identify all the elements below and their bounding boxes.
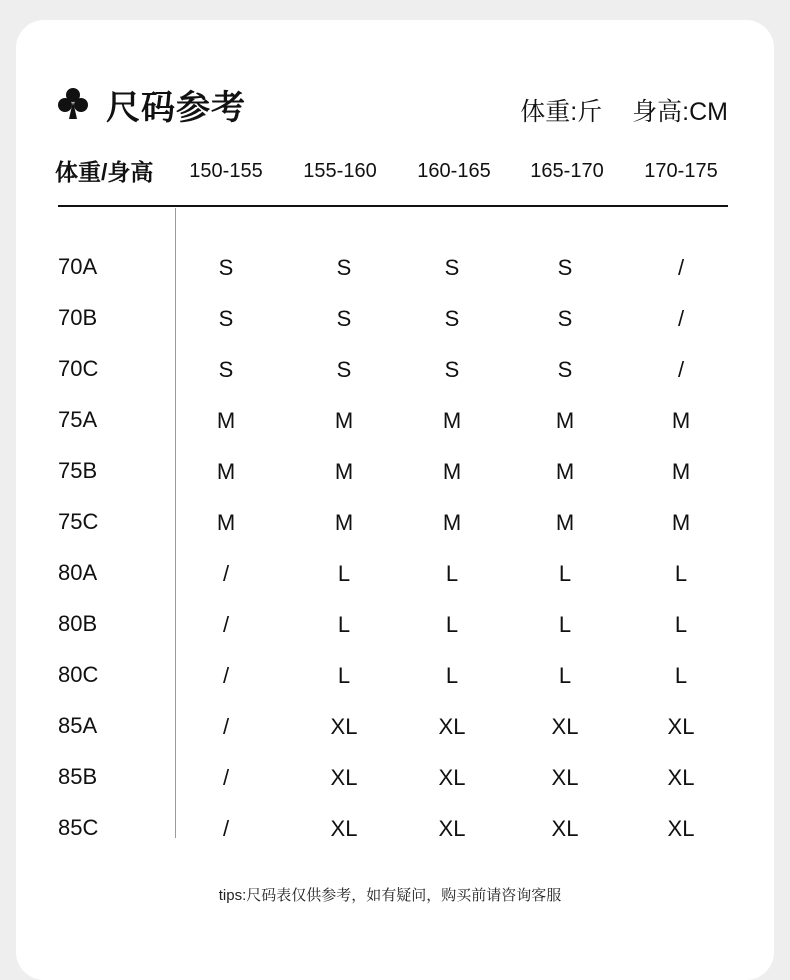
table-row [0,242,790,293]
club-icon [58,87,88,121]
size-cell: L [445,561,459,586]
size-cell: S [444,306,460,331]
size-cell: L [445,612,459,637]
size-cell: / [677,357,685,382]
size-cell: S [218,357,234,382]
table-body [0,242,790,854]
size-cell: S [557,255,573,280]
row-label: 70A [58,254,98,279]
size-cell: M [671,459,691,484]
column-header: 155-160 [303,160,377,182]
size-cell: L [558,663,572,688]
size-cell: M [442,459,462,484]
size-cell: L [445,663,459,688]
size-cell: M [334,408,354,433]
page-title: 尺码参考 [106,88,246,127]
size-cell: L [674,612,688,637]
row-label: 85B [58,764,98,789]
size-cell: S [336,357,352,382]
size-cell: M [442,408,462,433]
size-cell: / [222,612,230,637]
size-cell: S [444,255,460,280]
table-row [0,395,790,446]
size-cell: XL [438,816,466,841]
table-row [0,650,790,701]
size-cell: / [222,765,230,790]
column-header: 150-155 [189,160,263,182]
size-cell: M [442,510,462,535]
size-cell: / [222,816,230,841]
size-cell: M [216,459,236,484]
height-unit: 身高:CM [632,98,728,126]
size-cell: / [222,561,230,586]
table-row [0,599,790,650]
table-header [0,152,790,188]
row-label: 75A [58,407,98,432]
row-label: 85A [58,713,98,738]
row-label: 85C [58,815,99,840]
table-row [0,803,790,854]
size-cell: XL [551,816,579,841]
size-cell: L [337,612,351,637]
size-cell: M [216,510,236,535]
size-cell: XL [551,765,579,790]
size-cell: M [671,510,691,535]
size-cell: L [337,561,351,586]
size-cell: S [218,306,234,331]
size-cell: M [671,408,691,433]
size-cell: M [555,408,575,433]
table-row [0,293,790,344]
row-label: 80B [58,611,98,636]
size-cell: L [558,561,572,586]
column-header: 160-165 [417,160,491,182]
table-row [0,548,790,599]
row-label: 70C [58,356,99,381]
size-cell: S [336,306,352,331]
table-row [0,701,790,752]
size-cell: XL [330,714,358,739]
size-cell: M [555,510,575,535]
row-label: 80A [58,560,98,585]
size-cell: M [334,510,354,535]
size-cell: XL [667,816,695,841]
size-cell: S [444,357,460,382]
size-cell: XL [667,765,695,790]
size-cell: / [677,255,685,280]
size-cell: XL [438,765,466,790]
table-row [0,497,790,548]
column-header: 170-175 [644,160,718,182]
tips-note: tips:尺码表仅供参考，如有疑问，购买前请咨询客服 [218,887,562,904]
row-label: 70B [58,305,98,330]
size-cell: L [337,663,351,688]
size-cell: S [218,255,234,280]
table-row [0,446,790,497]
table-row [0,344,790,395]
size-cell: S [557,357,573,382]
size-cell: L [674,663,688,688]
size-cell: M [555,459,575,484]
units-legend [520,92,728,128]
size-cell: XL [667,714,695,739]
row-label: 80C [58,662,99,687]
size-cell: S [557,306,573,331]
size-cell: M [334,459,354,484]
size-cell: M [216,408,236,433]
size-cell: L [674,561,688,586]
size-cell: L [558,612,572,637]
corner-label: 体重/身高 [55,159,154,185]
row-label: 75C [58,509,99,534]
weight-unit: 体重:斤 [520,98,603,126]
row-label: 75B [58,458,98,483]
size-cell: XL [330,765,358,790]
table-row [0,752,790,803]
size-cell: / [677,306,685,331]
size-cell: / [222,714,230,739]
size-cell: XL [438,714,466,739]
header-divider [58,205,728,207]
title-row [58,82,246,126]
size-cell: XL [551,714,579,739]
size-cell: S [336,255,352,280]
size-cell: / [222,663,230,688]
column-header: 165-170 [530,160,604,182]
size-cell: XL [330,816,358,841]
